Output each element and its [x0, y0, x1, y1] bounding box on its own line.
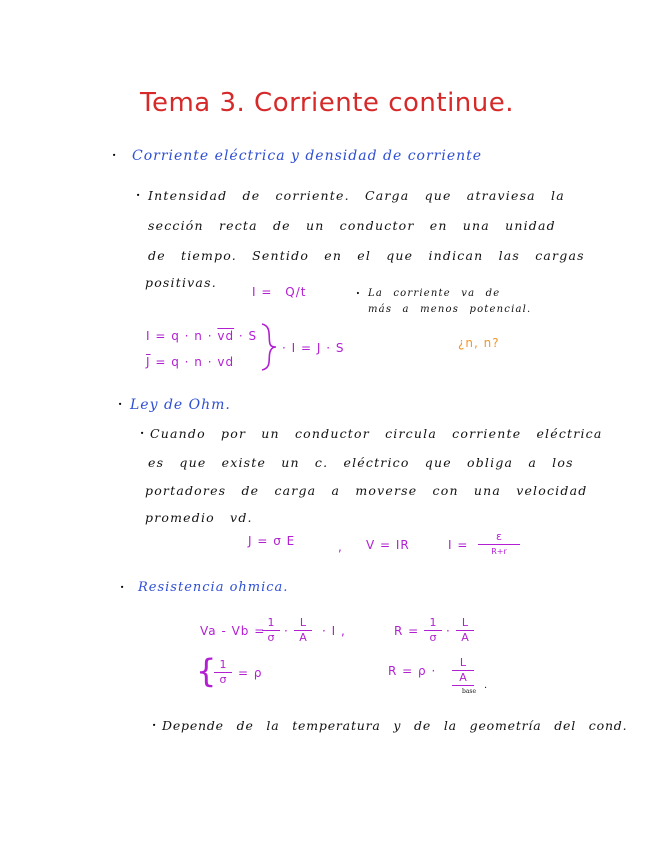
- bullet-dot: ·: [112, 148, 117, 162]
- note-line: La corriente va de: [368, 288, 501, 299]
- fraction-den: σ: [267, 631, 275, 644]
- paragraph-line: es que existe un c. eléctrico que obliga a los: [148, 455, 574, 470]
- formula-r-lhs: R =: [394, 624, 420, 638]
- formula-vector: $\overline{vd}$: [217, 329, 235, 343]
- fraction-num: 1: [214, 658, 232, 673]
- formula-I-JS: · I = J · S: [282, 341, 345, 355]
- fraction-den: σ: [429, 631, 437, 644]
- fraction-den: A: [299, 631, 307, 644]
- paragraph-line: Cuando por un conductor circula corriente eléctrica: [150, 426, 603, 441]
- formula-r2-lhs: R = ρ ·: [388, 664, 437, 678]
- formula-current-lhs: I =: [448, 538, 469, 552]
- formula-J-qnvd: [146, 355, 234, 369]
- dot-operator: ·: [446, 624, 451, 638]
- fraction-one-sigma: [262, 616, 280, 645]
- bullet-dot: ·: [140, 426, 145, 440]
- paragraph-line: promedio vd.: [145, 510, 253, 525]
- formula-I-qnvds: [146, 329, 257, 343]
- formula-part: I = q · n ·: [146, 329, 213, 343]
- fraction-den: A: [452, 671, 474, 686]
- paragraph-line: Intensidad de corriente. Carga que atraviesa la: [148, 188, 565, 203]
- dot-operator: ·: [284, 624, 289, 638]
- section-heading-ohm: Ley de Ohm.: [130, 397, 231, 413]
- fraction-l-a: [294, 616, 312, 645]
- brace-icon: [258, 322, 280, 372]
- page-title: Tema 3. Corriente continue.: [140, 88, 515, 118]
- period-mark: .: [484, 680, 489, 691]
- fraction-emf: [478, 530, 520, 559]
- formula-ohm-law: V = IR: [366, 538, 410, 552]
- formula-vector: $\overline{J}$: [146, 355, 151, 369]
- formula-rho: = ρ: [238, 666, 263, 680]
- bullet-dot: ·: [120, 580, 125, 594]
- formula-part: · S: [238, 329, 258, 343]
- paragraph-line: positivas.: [145, 275, 217, 290]
- bullet-dot: ·: [356, 287, 360, 300]
- formula-vab-lhs: Va - Vb =: [200, 624, 266, 638]
- fraction-den: σ: [219, 673, 227, 686]
- note-line: más a menos potencial.: [368, 304, 532, 315]
- fraction-num: 1: [262, 616, 280, 631]
- formula-vab-tail: · I ,: [322, 624, 346, 638]
- paragraph-line: sección recta de un conductor en una unidad: [148, 218, 556, 233]
- separator-comma: ,: [338, 540, 343, 554]
- fraction-one-sigma: [214, 658, 232, 687]
- bullet-dot: ·: [152, 718, 157, 732]
- fraction-num: ε: [478, 530, 520, 545]
- paragraph-line: de tiempo. Sentido en el que indican las cargas: [148, 248, 585, 263]
- base-label: base: [462, 688, 477, 695]
- formula-den: t: [300, 285, 307, 299]
- fraction-l-a-base: [452, 656, 474, 686]
- section-heading-corriente: Corriente eléctrica y densidad de corriente: [132, 148, 483, 164]
- fraction-one-sigma: [424, 616, 442, 645]
- bullet-dot: ·: [136, 188, 141, 202]
- formula-lhs: I =: [252, 285, 273, 299]
- formula-num: Q: [285, 285, 296, 299]
- fraction-l-a: [456, 616, 474, 645]
- question-note: ¿n, n?: [458, 336, 500, 350]
- fraction-num: L: [294, 616, 312, 631]
- fraction-num: L: [456, 616, 474, 631]
- formula-ohm-micro: J = σ E: [248, 534, 296, 548]
- section-heading-resistencia: Resistencia ohmica.: [138, 580, 289, 595]
- fraction-num: L: [452, 656, 474, 671]
- formula-part: = q · n · vd: [155, 355, 235, 369]
- paragraph-line: portadores de carga a moverse con una velocidad: [145, 483, 588, 498]
- brace-open-icon: {: [196, 652, 217, 690]
- paragraph-line: Depende de la temperatura y de la geometría del cond.: [162, 718, 628, 733]
- formula-intensity: I = Q/t: [252, 285, 307, 299]
- fraction-den: A: [461, 631, 469, 644]
- fraction-den: R+r: [491, 547, 507, 556]
- bullet-dot: ·: [118, 397, 123, 411]
- fraction-num: 1: [424, 616, 442, 631]
